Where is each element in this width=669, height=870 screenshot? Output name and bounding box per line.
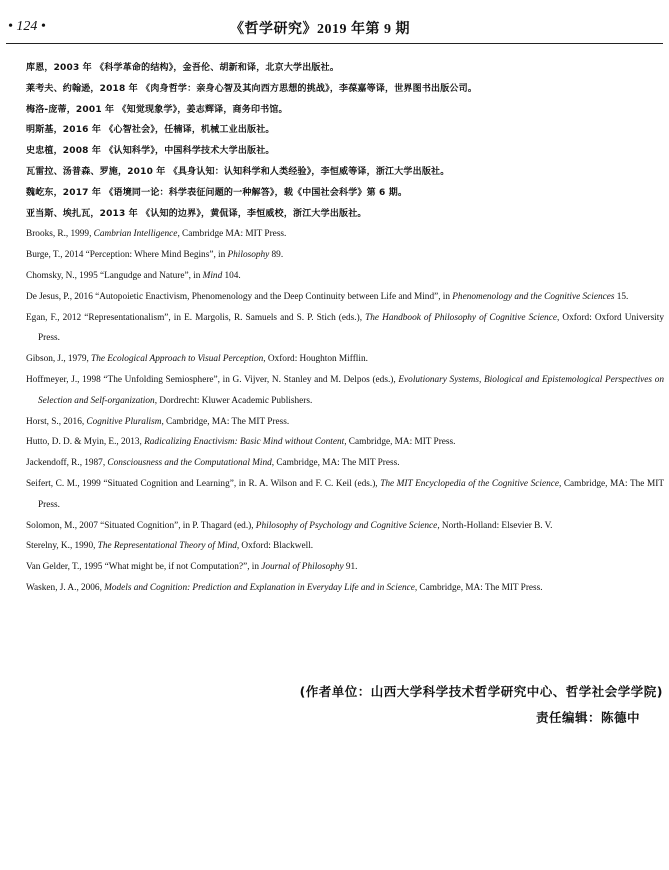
reference-title: Radicalizing Enactivism: Basic Mind without Content (144, 437, 345, 448)
reference-entry (26, 308, 664, 350)
reference-entry (26, 79, 664, 100)
reference-entry (26, 183, 664, 204)
reference-title: Evolutionary Systems, Biological and Epistemological Perspectives on Selection and Self-organization (38, 374, 664, 406)
reference-prefix: Hoffmeyer, J., 1998 “The Unfolding Semiosphere”, in G. Vijver, N. Stanley and M. Delpos (eds.), (26, 374, 399, 385)
reference-prefix: Seifert, C. M., 1999 “Situated Cognition and Learning”, in R. A. Wilson and F. C. Keil (eds.), (26, 478, 381, 489)
reference-suffix: 89. (269, 250, 284, 261)
reference-suffix: , Cambridge, MA: The MIT Press. (271, 458, 400, 469)
page-number: • 124 • (8, 19, 46, 34)
reference-prefix: Sterelny, K., 1990, (26, 541, 98, 552)
reference-text: 瓦雷拉、汤普森、罗施，2010 年 《具身认知：认知科学和人类经验》，李恒威等译，浙江大学出版社。 (26, 166, 450, 177)
reference-prefix: Burge, T., 2014 “Perception: Where Mind Begins”, in (26, 250, 228, 261)
reference-suffix: , Oxford: Blackwell. (236, 541, 314, 552)
reference-text: 库恩，2003 年 《科学革命的结构》，金吾伦、胡新和译，北京大学出版社。 (26, 63, 340, 73)
reference-title: The Representational Theory of Mind (97, 541, 237, 552)
reference-entry (26, 453, 664, 474)
reference-prefix: De Jesus, P., 2016 “Autopoietic Enactivism, Phenomenology and the Deep Continuity between Life and Mind”, in (26, 291, 453, 302)
reference-entry (26, 204, 664, 225)
reference-text: 梅洛-庞蒂，2001 年 《知觉现象学》，姜志辉译，商务印书馆。 (26, 104, 288, 115)
reference-suffix: , Cambridge, MA: The MIT Press. (414, 582, 543, 593)
reference-suffix: 15. (614, 291, 629, 302)
reference-entry (26, 141, 664, 162)
reference-title: Consciousness and the Computational Mind (107, 458, 272, 469)
reference-entry (26, 474, 664, 516)
reference-entry (26, 536, 664, 557)
reference-suffix: 91. (343, 562, 358, 573)
reference-entry (26, 58, 664, 79)
reference-text: 魏屹东，2017 年 《语境同一论：科学表征问题的一种解答》，载《中国社会科学》第 6 期。 (26, 187, 408, 198)
reference-prefix: Jackendoff, R., 1987, (26, 458, 108, 469)
responsible-editor: 责任编辑：陈德中 (535, 710, 640, 725)
reference-list (26, 58, 664, 599)
reference-prefix: Solomon, M., 2007 “Situated Cognition”, in P. Thagard (ed.), (26, 520, 256, 531)
reference-entry (26, 287, 664, 308)
reference-prefix: Hutto, D. D. & Myin, E., 2013, (26, 437, 145, 448)
reference-title: The Ecological Approach to Visual Perception (91, 354, 264, 365)
reference-title: Models and Cognition: Prediction and Explanation in Everyday Life and in Science (104, 582, 415, 593)
page-header (0, 12, 669, 42)
reference-title: Phenomenology and the Cognitive Sciences (452, 291, 615, 302)
reference-entry (26, 266, 664, 287)
reference-suffix: , Cambridge, MA: The MIT Press. (161, 416, 290, 427)
reference-prefix: Chomsky, N., 1995 “Langudge and Nature”, in (26, 270, 203, 281)
reference-suffix: , Dordrecht: Kluwer Academic Publishers. (154, 395, 313, 406)
reference-title: Journal of Philosophy (261, 562, 344, 573)
reference-entry (26, 516, 664, 537)
reference-entry (26, 162, 664, 183)
reference-entry (26, 412, 664, 433)
reference-entry (26, 370, 664, 412)
reference-entry (26, 120, 664, 141)
author-affiliation: (作者单位：山西大学科学技术哲学研究中心、哲学社会学学院) (299, 684, 663, 699)
reference-suffix: , Cambridge, MA: The MIT Press. (38, 478, 665, 510)
reference-text: 莱考夫、约翰逊，2018 年 《肉身哲学：亲身心智及其向西方思想的挑战》，李葆嘉等译，世界图书出版公司。 (26, 83, 478, 94)
reference-suffix: , Cambridge, MA: MIT Press. (344, 437, 456, 448)
reference-title: Philosophy (227, 250, 270, 261)
reference-suffix: , Cambridge MA: MIT Press. (177, 229, 287, 240)
reference-suffix: 104. (222, 270, 241, 281)
reference-suffix: , Oxford: Oxford University Press. (38, 312, 665, 344)
reference-title: Cambrian Intelligence (93, 229, 178, 240)
reference-entry (26, 224, 664, 245)
reference-text: 明斯基，2016 年 《心智社会》，任楠译，机械工业出版社。 (26, 125, 275, 136)
reference-prefix: Horst, S., 2016, (26, 416, 87, 427)
reference-text: 史忠植，2008 年 《认知科学》，中国科学技术大学出版社。 (26, 146, 275, 157)
header-rule (6, 43, 663, 44)
reference-entry (26, 578, 664, 599)
reference-entry (26, 245, 664, 266)
reference-prefix: Van Gelder, T., 1995 “What might be, if not Computation?”, in (26, 562, 262, 573)
reference-text: 亚当斯、埃扎瓦，2013 年 《认知的边界》，黄侃译，李恒威校，浙江大学出版社。 (26, 208, 367, 219)
reference-suffix: , North-Holland: Elsevier B. V. (437, 520, 553, 531)
reference-title: Cognitive Pluralism (86, 416, 162, 427)
reference-prefix: Egan, F., 2012 “Representationalism”, in E. Margolis, R. Samuels and S. P. Stich (eds.), (26, 312, 366, 323)
reference-entry (26, 557, 664, 578)
reference-entry (26, 349, 664, 370)
reference-title: Philosophy of Psychology and Cognitive Science (255, 520, 438, 531)
reference-suffix: , Oxford: Houghton Mifflin. (263, 354, 368, 365)
reference-prefix: Brooks, R., 1999, (26, 229, 94, 240)
reference-entry (26, 432, 664, 453)
reference-title: Mind (202, 270, 223, 281)
reference-title: The Handbook of Philosophy of Cognitive Science (365, 312, 557, 323)
reference-title: The MIT Encyclopedia of the Cognitive Science (380, 478, 559, 489)
reference-prefix: Wasken, J. A., 2006, (26, 582, 105, 593)
reference-entry (26, 100, 664, 121)
journal-title: 《哲学研究》2019 年第 9 期 (230, 22, 410, 37)
reference-prefix: Gibson, J., 1979, (26, 354, 92, 365)
